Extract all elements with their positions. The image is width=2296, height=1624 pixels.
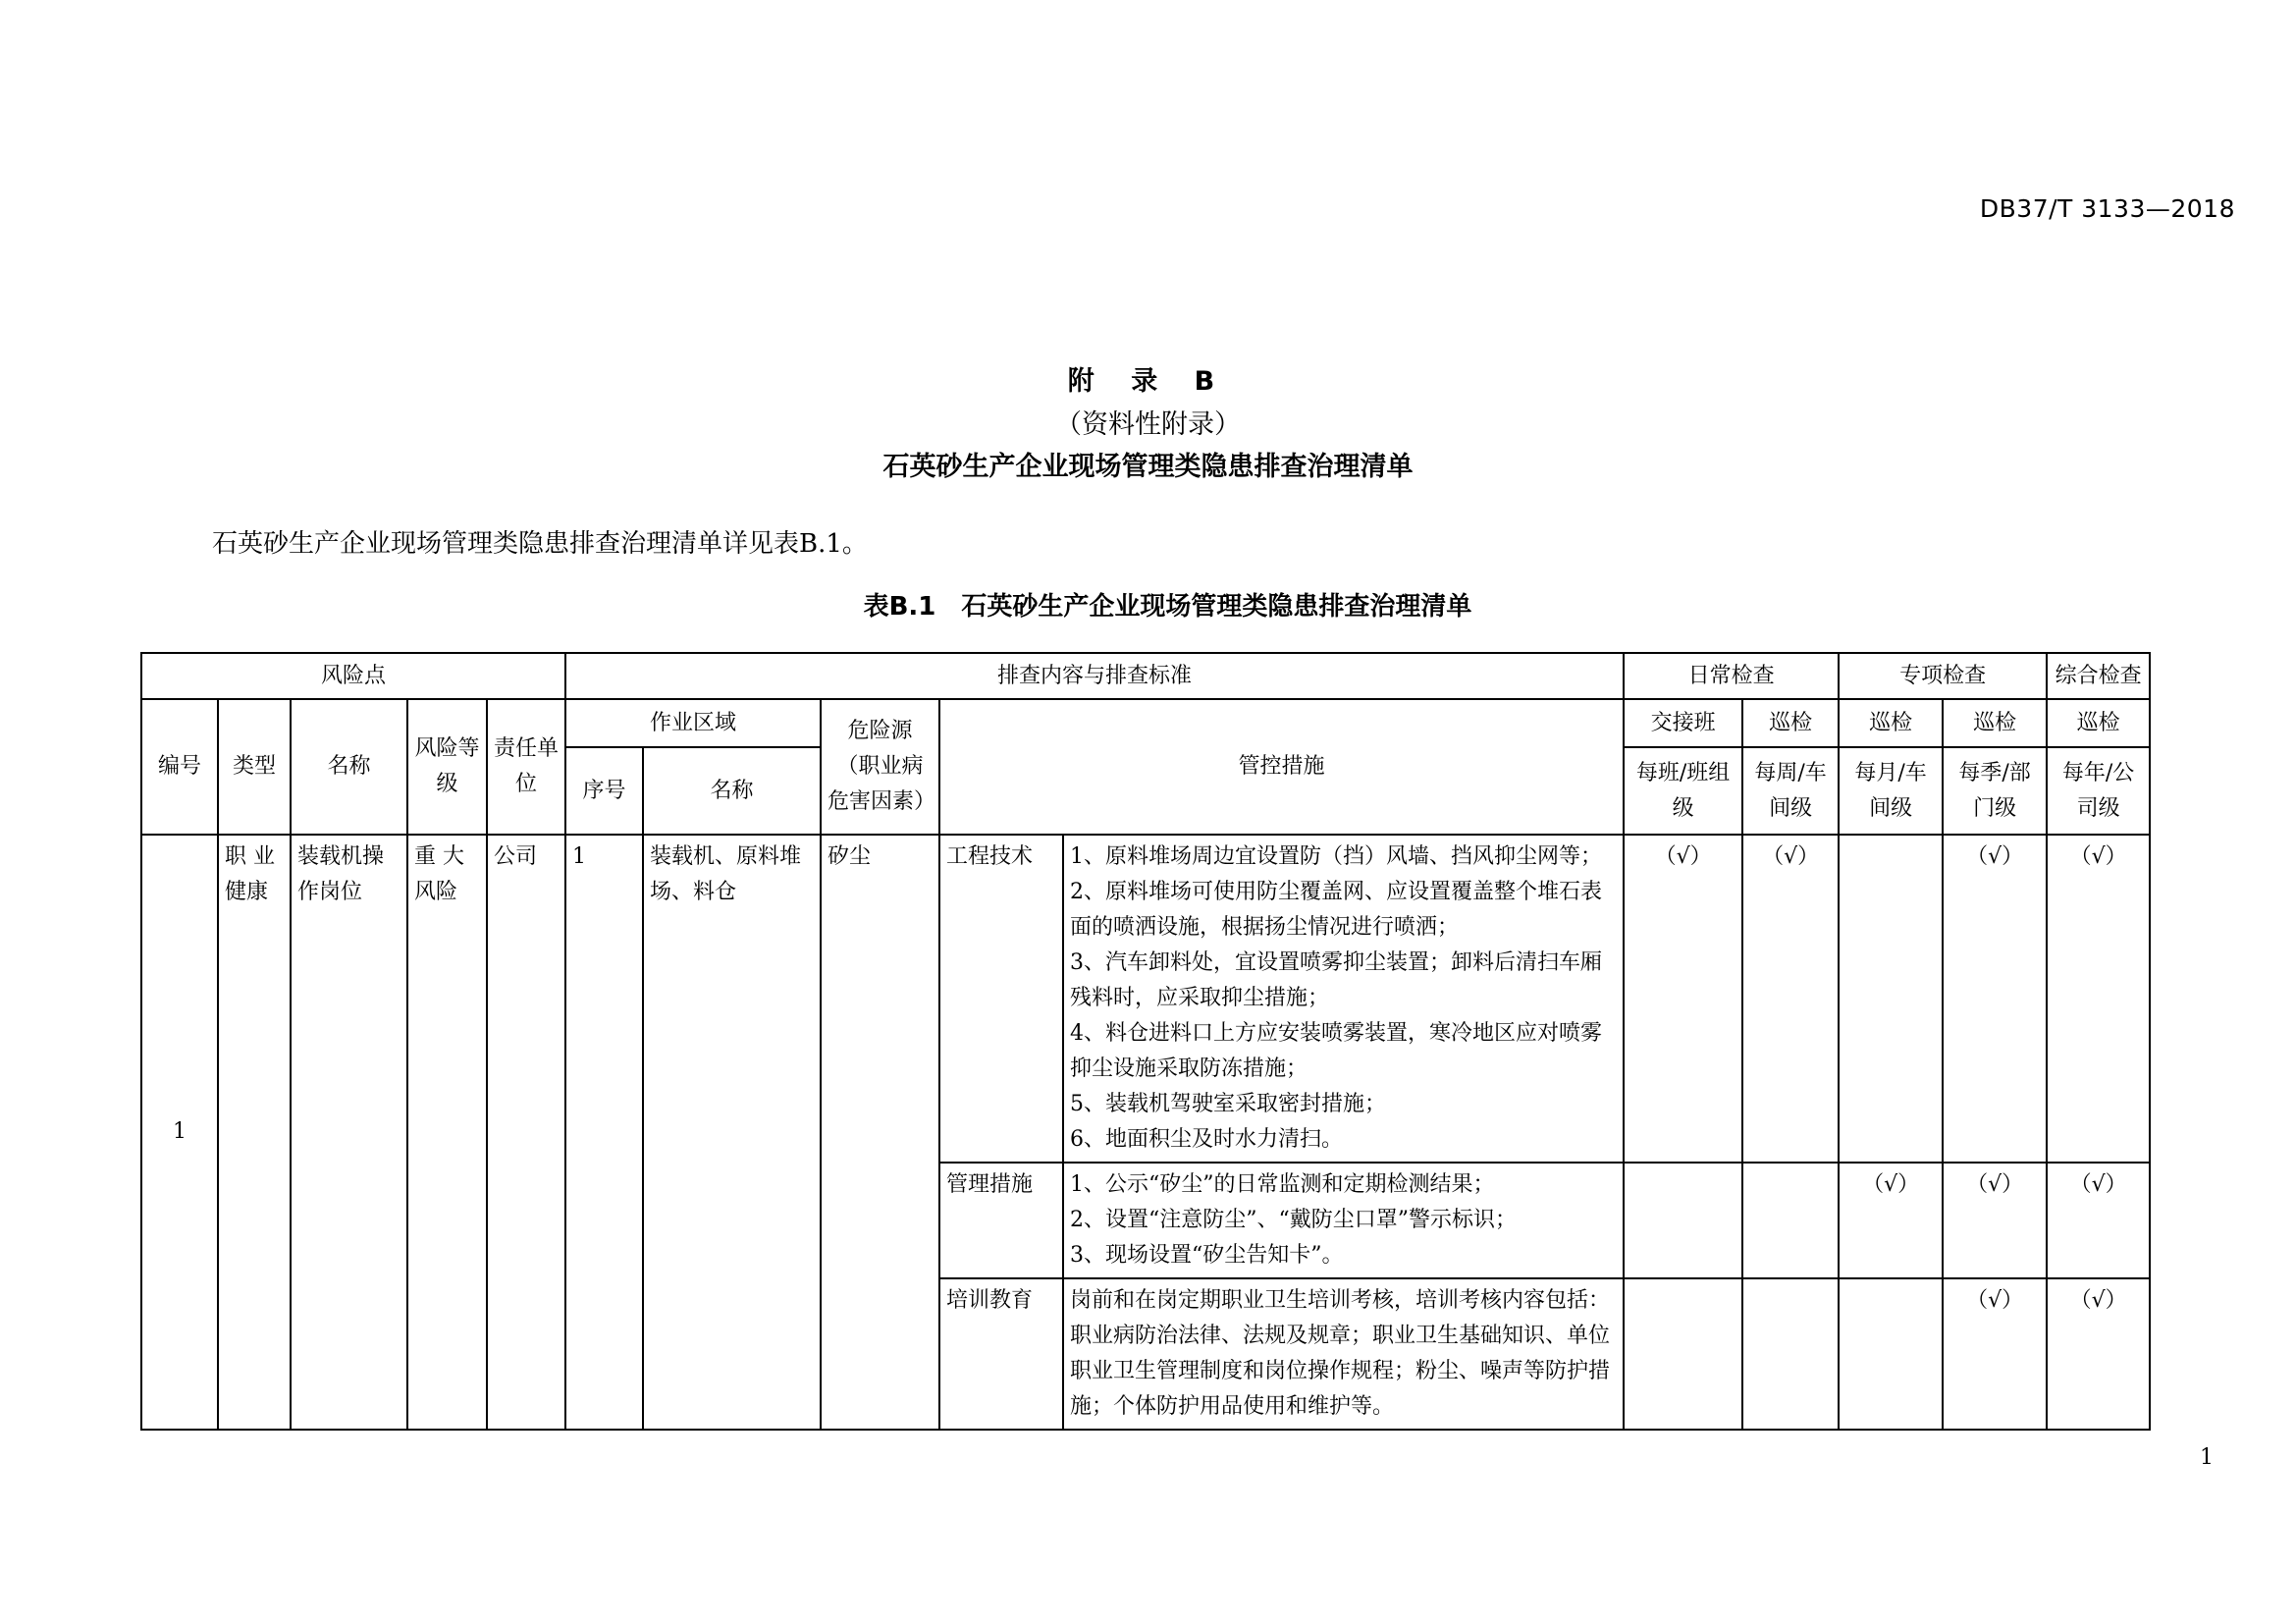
header-name: 名称 [291,699,407,835]
header-content-standard: 排查内容与排查标准 [565,653,1624,699]
check-week [1742,1278,1839,1430]
header-freq-week: 每周/车间级 [1742,747,1839,835]
header-responsible-unit: 责任单位 [487,699,565,835]
header-patrol-quarterly: 巡检 [1943,699,2047,747]
header-freq-shift: 每班/班组级 [1624,747,1742,835]
check-month [1839,835,1943,1163]
header-special-check: 专项检查 [1839,653,2047,699]
header-hazard-source: 危险源（职业病危害因素） [821,699,939,835]
measure-item: 1、公示“矽尘”的日常监测和定期检测结果； [1070,1172,1495,1197]
check-quarter: （√） [1943,1278,2047,1430]
header-number: 编号 [141,699,218,835]
header-seq: 序号 [565,747,643,835]
header-patrol-monthly: 巡检 [1839,699,1943,747]
header-work-area: 作业区域 [565,699,821,747]
check-year: （√） [2047,835,2150,1163]
appendix-title: 石英砂生产企业现场管理类隐患排查治理清单 [882,452,1414,482]
header-type: 类型 [218,699,291,835]
measure-item: 5、装载机驾驶室采取密封措施； [1070,1092,1387,1116]
measure-item: 4、料仓进料口上方应安装喷雾装置，寒冷地区应对喷雾抑尘设施采取防冻措施； [1070,1021,1603,1081]
cell-measure-category: 培训教育 [939,1278,1063,1430]
header-risk-level: 风险等级 [407,699,487,835]
cell-measure-items [1063,1278,1624,1430]
intro-paragraph: 石英砂生产企业现场管理类隐患排查治理清单详见表B.1。 [212,529,868,559]
cell-seq: 1 [565,835,643,1430]
header-risk-point: 风险点 [141,653,565,699]
header-area-name: 名称 [643,747,821,835]
cell-measure-items [1063,835,1624,1163]
check-quarter: （√） [1943,835,2047,1163]
check-year: （√） [2047,1278,2150,1430]
check-shift [1624,1278,1742,1430]
header-freq-quarter: 每季/部门级 [1943,747,2047,835]
cell-risk-level: 重 大风险 [407,835,487,1430]
check-week [1742,1163,1839,1278]
appendix-label: 附 录 B [1067,366,1229,397]
measure-item: 2、原料堆场可使用防尘覆盖网、应设置覆盖整个堆石表面的喷洒设施，根据扬尘情况进行喷洒； [1070,880,1603,940]
measure-item: 3、汽车卸料处，宜设置喷雾抑尘装置；卸料后清扫车厢残料时，应采取抑尘措施； [1070,950,1603,1010]
appendix-nature: （资料性附录） [1055,409,1241,440]
header-freq-year: 每年/公司级 [2047,747,2150,835]
measure-item: 6、地面积尘及时水力清扫。 [1070,1127,1344,1152]
check-month [1839,1278,1943,1430]
page-number: 1 [2200,1445,2214,1470]
hazard-checklist-table [140,652,2151,1431]
cell-measure-category: 工程技术 [939,835,1063,1163]
cell-measure-category: 管理措施 [939,1163,1063,1278]
check-quarter: （√） [1943,1163,2047,1278]
cell-measure-items [1063,1163,1624,1278]
check-week: （√） [1742,835,1839,1163]
measure-item: 岗前和在岗定期职业卫生培训考核，培训考核内容包括：职业病防治法律、法规及规章；职业卫生基础知识、单位职业卫生管理制度和岗位操作规程；粉尘、噪声等防护措施；个体防护用品使用和维护等。 [1070,1288,1611,1419]
header-patrol-yearly: 巡检 [2047,699,2150,747]
check-month: （√） [1839,1163,1943,1278]
cell-responsible-unit: 公司 [487,835,565,1430]
header-freq-month: 每月/车间级 [1839,747,1943,835]
table-caption: 表B.1 石英砂生产企业现场管理类隐患排查治理清单 [863,592,1472,622]
measure-item: 3、现场设置“矽尘告知卡”。 [1070,1243,1344,1268]
header-patrol-weekly: 巡检 [1742,699,1839,747]
cell-number: 1 [141,835,218,1430]
cell-name: 装载机操作岗位 [291,835,407,1430]
check-year: （√） [2047,1163,2150,1278]
measure-item: 2、设置“注意防尘”、“戴防尘口罩”警示标识； [1070,1208,1518,1232]
cell-type: 职 业健康 [218,835,291,1430]
header-shift-handover: 交接班 [1624,699,1742,747]
cell-hazard: 矽尘 [821,835,939,1430]
header-daily-check: 日常检查 [1624,653,1839,699]
header-comprehensive-check: 综合检查 [2047,653,2150,699]
cell-area-name: 装载机、原料堆场、料仓 [643,835,821,1430]
check-shift [1624,1163,1742,1278]
check-shift: （√） [1624,835,1742,1163]
measure-item: 1、原料堆场周边宜设置防（挡）风墙、挡风抑尘网等； [1070,844,1603,869]
document-code: DB37/T 3133—2018 [1979,194,2235,223]
header-control-measures: 管控措施 [939,699,1624,835]
table-row [141,835,2150,1163]
